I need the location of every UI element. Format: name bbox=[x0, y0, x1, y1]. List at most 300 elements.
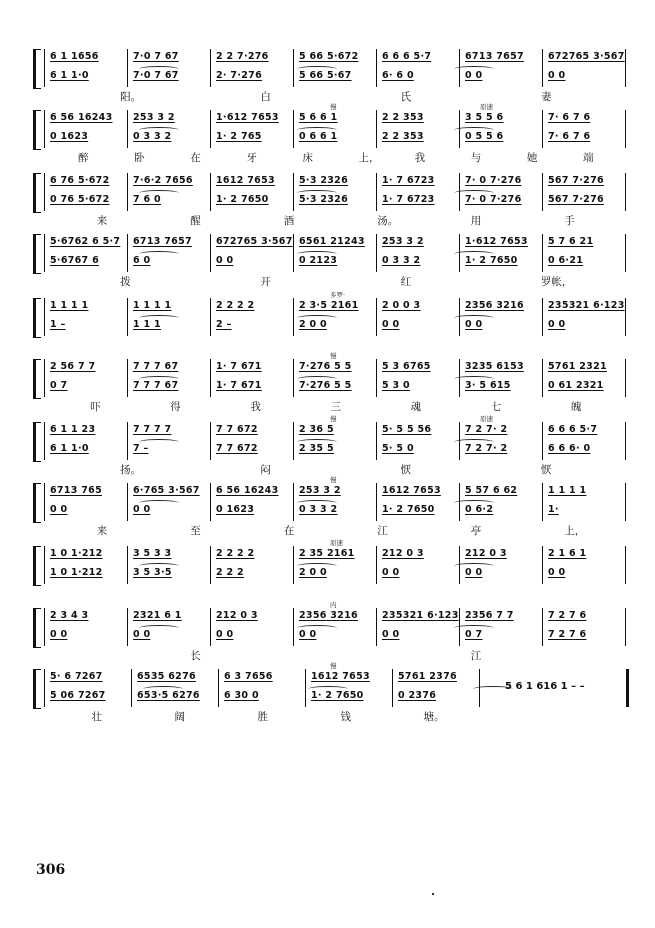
slur-mark bbox=[139, 127, 179, 133]
upper-measure: 6713 7657 bbox=[133, 236, 192, 247]
tempo-mark: 多罗· bbox=[330, 291, 346, 299]
lower-measure: 0 6 6 1 bbox=[299, 131, 338, 142]
upper-measure: 212 0 3 bbox=[382, 548, 424, 559]
upper-measure: 2 3 4 3 bbox=[50, 610, 89, 621]
score-system bbox=[30, 539, 638, 602]
lower-measure: 1 1 1 bbox=[133, 319, 161, 330]
lower-measure: 7 6 0 bbox=[133, 194, 161, 205]
barline bbox=[305, 669, 306, 707]
upper-measure: 1 1 1 1 bbox=[133, 300, 172, 311]
lyric: 三 bbox=[330, 401, 341, 413]
lyric: 来 bbox=[96, 215, 108, 227]
score-system bbox=[30, 662, 638, 725]
lyric: 扬。 bbox=[120, 464, 142, 476]
barline bbox=[127, 298, 128, 336]
system-brace bbox=[33, 483, 41, 523]
upper-measure: 5 7 6 21 bbox=[548, 236, 594, 247]
upper-measure: 253 3 2 bbox=[382, 236, 424, 247]
slur-mark bbox=[297, 315, 337, 321]
slur-mark bbox=[139, 625, 179, 631]
slur-mark bbox=[454, 315, 494, 321]
upper-measure: 672765 3·567 bbox=[216, 236, 293, 247]
upper-measure: 2 1 6 1 bbox=[548, 548, 587, 559]
upper-measure: 1·612 7653 bbox=[465, 236, 528, 247]
lower-measure: 0 61 2321 bbox=[548, 380, 604, 391]
barline bbox=[210, 608, 211, 646]
slur-mark bbox=[297, 500, 337, 506]
upper-measure: 2356 3216 bbox=[465, 300, 524, 311]
lyric: 钱 bbox=[340, 711, 351, 723]
lyric: 闷 bbox=[260, 464, 271, 476]
lower-measure: 7·276 5 5 bbox=[299, 380, 352, 391]
upper-measure: 672765 3·567 bbox=[548, 51, 625, 62]
lower-measure: 0 3 3 2 bbox=[299, 504, 338, 515]
slur-mark bbox=[297, 190, 337, 196]
upper-measure: 3235 6153 bbox=[465, 361, 524, 372]
lower-measure: 1· 2 7650 bbox=[311, 690, 364, 701]
upper-measure: 7 2 7· 2 bbox=[465, 424, 508, 435]
upper-measure: 6 6 6 5·7 bbox=[382, 51, 432, 62]
lyric: 她 bbox=[526, 152, 538, 164]
barline bbox=[625, 359, 626, 397]
upper-measure: 5761 2321 bbox=[548, 361, 607, 372]
barline bbox=[44, 234, 45, 272]
score-system bbox=[30, 476, 638, 539]
system-brace bbox=[33, 234, 41, 274]
tempo-mark: 慢 bbox=[330, 415, 337, 423]
score-system bbox=[30, 601, 638, 664]
upper-measure: 6 56 16243 bbox=[216, 485, 279, 496]
upper-measure: 5 3 6765 bbox=[382, 361, 431, 372]
barline bbox=[44, 483, 45, 521]
score-system bbox=[30, 103, 638, 166]
barline bbox=[293, 483, 294, 521]
lyric: 亭 bbox=[470, 525, 482, 537]
upper-measure: 235321 6·123 bbox=[382, 610, 459, 621]
lower-measure: 0 0 bbox=[465, 567, 483, 578]
lower-measure: 567 7·276 bbox=[548, 194, 604, 205]
barline bbox=[127, 546, 128, 584]
barline bbox=[542, 483, 543, 521]
barline bbox=[625, 483, 626, 521]
slur-mark bbox=[454, 500, 494, 506]
lyric: 七 bbox=[490, 401, 502, 413]
system-brace bbox=[33, 422, 41, 462]
lower-measure: 0 6·21 bbox=[548, 255, 584, 266]
upper-measure: 5· 5 5 56 bbox=[382, 424, 432, 435]
lyric: 氏 bbox=[400, 91, 412, 103]
upper-measure: 253 3 2 bbox=[133, 112, 175, 123]
lower-measure: 653·5 6276 bbox=[137, 690, 200, 701]
lyric: 阳。 bbox=[120, 91, 142, 103]
tempo-mark: 慢 bbox=[330, 662, 337, 670]
lower-measure: 1· 7 6723 bbox=[382, 194, 435, 205]
upper-measure: 6 1 1656 bbox=[50, 51, 99, 62]
upper-measure: 2 3·5 2161 bbox=[299, 300, 359, 311]
upper-measure: 5 6 6 1 bbox=[299, 112, 338, 123]
lower-measure: 0 0 bbox=[216, 629, 234, 640]
lyric: 手 bbox=[564, 215, 575, 227]
upper-measure: 1 1 1 1 bbox=[50, 300, 89, 311]
upper-measure: 1612 7653 bbox=[216, 175, 275, 186]
upper-measure: 7·0 7 67 bbox=[133, 51, 179, 62]
lower-measure: 0 76 5·672 bbox=[50, 194, 110, 205]
tempo-mark: 内 bbox=[330, 601, 337, 609]
lower-measure: 5·6767 6 bbox=[50, 255, 99, 266]
barline bbox=[625, 234, 626, 272]
upper-measure: 7·276 5 5 bbox=[299, 361, 352, 372]
upper-measure: 2 0 0 3 bbox=[382, 300, 421, 311]
lower-measure: 1· 2 7650 bbox=[465, 255, 518, 266]
lyric: 卧 bbox=[134, 152, 145, 164]
upper-measure: 5761 2376 bbox=[398, 671, 457, 682]
barline bbox=[293, 234, 294, 272]
tempo-mark: 慢 bbox=[330, 103, 337, 111]
lower-measure: 7· 0 7·276 bbox=[465, 194, 522, 205]
barline bbox=[44, 608, 45, 646]
tempo-mark: 原速 bbox=[330, 539, 343, 547]
closing-phrase: 5 6 1 616 1 – – bbox=[505, 681, 585, 692]
lower-measure: 2 35 5 bbox=[299, 443, 334, 454]
slur-mark bbox=[139, 66, 179, 72]
barline bbox=[376, 110, 377, 148]
lyric: 床 bbox=[302, 152, 313, 164]
lyric: 壮 bbox=[91, 711, 102, 723]
upper-measure: 2 36 5 bbox=[299, 424, 334, 435]
barline bbox=[376, 422, 377, 460]
barline bbox=[218, 669, 219, 707]
lower-measure: 0 0 bbox=[299, 629, 317, 640]
upper-measure: 212 0 3 bbox=[465, 548, 507, 559]
slur-mark bbox=[139, 376, 179, 382]
barline bbox=[542, 173, 543, 211]
upper-measure: 6 1 1 23 bbox=[50, 424, 96, 435]
lyric: 在 bbox=[190, 152, 201, 164]
lower-measure: 1 – bbox=[50, 319, 66, 330]
upper-measure: 3 5 5 6 bbox=[465, 112, 504, 123]
upper-measure: 2 2 2 2 bbox=[216, 300, 255, 311]
lyric: 来 bbox=[96, 525, 108, 537]
lyric: 醉 bbox=[78, 152, 89, 164]
tempo-mark: 原速 bbox=[480, 415, 493, 423]
lower-measure: 7· 6 7 6 bbox=[548, 131, 591, 142]
lower-measure: 0 0 bbox=[50, 504, 68, 515]
upper-measure: 6·765 3·567 bbox=[133, 485, 200, 496]
upper-measure: 1612 7653 bbox=[311, 671, 370, 682]
barline bbox=[210, 110, 211, 148]
system-brace bbox=[33, 359, 41, 399]
lower-measure: 7 7 672 bbox=[216, 443, 258, 454]
slur-mark bbox=[139, 500, 179, 506]
lower-measure: 0 7 bbox=[50, 380, 68, 391]
lyric: 吓 bbox=[90, 401, 101, 413]
lower-measure: 0 1623 bbox=[216, 504, 255, 515]
barline bbox=[127, 422, 128, 460]
lower-measure: 6 1 1·0 bbox=[50, 443, 89, 454]
lower-measure: 7·0 7 67 bbox=[133, 70, 179, 81]
upper-measure: 2 2 353 bbox=[382, 112, 424, 123]
upper-measure: 5·3 2326 bbox=[299, 175, 348, 186]
final-barline bbox=[626, 669, 629, 707]
lyric: 拨 bbox=[120, 276, 131, 288]
barline bbox=[542, 546, 543, 584]
slur-mark bbox=[139, 190, 179, 196]
lyric: 阔 bbox=[174, 711, 185, 723]
lyric: 上， bbox=[564, 525, 586, 537]
barline bbox=[44, 49, 45, 87]
barline bbox=[625, 298, 626, 336]
lyric: 我 bbox=[414, 152, 426, 164]
lower-measure: 0 5 5 6 bbox=[465, 131, 504, 142]
lyric: 胜 bbox=[257, 711, 268, 723]
barline bbox=[210, 359, 211, 397]
barline bbox=[293, 608, 294, 646]
barline bbox=[44, 298, 45, 336]
upper-measure: 7 7 7 67 bbox=[133, 361, 179, 372]
barline bbox=[210, 546, 211, 584]
barline bbox=[376, 608, 377, 646]
barline bbox=[376, 298, 377, 336]
lower-measure: 6· 6 0 bbox=[382, 70, 414, 81]
upper-measure: 7· 0 7·276 bbox=[465, 175, 522, 186]
slur-mark bbox=[139, 563, 179, 569]
slur-mark bbox=[297, 376, 337, 382]
barline bbox=[44, 422, 45, 460]
upper-measure: 6713 765 bbox=[50, 485, 102, 496]
upper-measure: 1· 7 6723 bbox=[382, 175, 435, 186]
upper-measure: 6535 6276 bbox=[137, 671, 196, 682]
barline bbox=[376, 49, 377, 87]
upper-measure: 2321 6 1 bbox=[133, 610, 182, 621]
barline bbox=[293, 359, 294, 397]
slur-mark bbox=[297, 563, 337, 569]
lower-measure: 0 2123 bbox=[299, 255, 338, 266]
lyric: 端 bbox=[582, 152, 594, 164]
lyric: 开 bbox=[260, 276, 271, 288]
barline bbox=[293, 173, 294, 211]
slur-mark bbox=[308, 686, 348, 692]
score-system bbox=[30, 415, 638, 478]
lower-measure: 0 3 3 2 bbox=[382, 255, 421, 266]
lyric: 在 bbox=[283, 525, 295, 537]
stray-dot bbox=[432, 893, 434, 895]
system-brace bbox=[33, 669, 41, 709]
barline bbox=[127, 608, 128, 646]
barline bbox=[376, 359, 377, 397]
lower-measure: 5 3 0 bbox=[382, 380, 410, 391]
barline bbox=[127, 110, 128, 148]
barline bbox=[210, 298, 211, 336]
system-brace bbox=[33, 298, 41, 338]
score-system bbox=[30, 232, 638, 290]
lower-measure: 0 0 bbox=[133, 629, 151, 640]
lower-measure: 5 06 7267 bbox=[50, 690, 106, 701]
lower-measure: 6 1 1·0 bbox=[50, 70, 89, 81]
system-brace bbox=[33, 546, 41, 586]
lyric: 牙 bbox=[246, 152, 257, 164]
lower-measure: 1· 7 671 bbox=[216, 380, 262, 391]
barline bbox=[293, 49, 294, 87]
slur-mark bbox=[454, 625, 494, 631]
score-system bbox=[30, 291, 638, 354]
slur-mark bbox=[454, 563, 494, 569]
upper-measure: 3 5 3 3 bbox=[133, 548, 172, 559]
barline bbox=[127, 483, 128, 521]
barline bbox=[44, 173, 45, 211]
lyric: 江 bbox=[470, 650, 482, 662]
lower-measure: 1· bbox=[548, 504, 559, 515]
lower-measure: 0 0 bbox=[382, 319, 400, 330]
lyric: 醒 bbox=[190, 215, 201, 227]
upper-measure: 235321 6·123 bbox=[548, 300, 625, 311]
lower-measure: 1· 2 7650 bbox=[216, 194, 269, 205]
slur-mark bbox=[454, 251, 494, 257]
lyric: 恹 bbox=[400, 464, 412, 476]
barline bbox=[210, 422, 211, 460]
lyric: 江 bbox=[377, 525, 388, 537]
lower-measure: 2 0 0 bbox=[299, 319, 327, 330]
upper-measure: 2 2 7·276 bbox=[216, 51, 269, 62]
lower-measure: 0 0 bbox=[50, 629, 68, 640]
lower-measure: 0 0 bbox=[133, 504, 151, 515]
upper-measure: 6 56 16243 bbox=[50, 112, 113, 123]
barline bbox=[210, 173, 211, 211]
barline bbox=[210, 234, 211, 272]
upper-measure: 2356 3216 bbox=[299, 610, 358, 621]
slur-mark bbox=[454, 376, 494, 382]
lower-measure: 0 0 bbox=[465, 319, 483, 330]
slur-mark bbox=[297, 439, 337, 445]
system-brace bbox=[33, 49, 41, 89]
barline bbox=[542, 110, 543, 148]
barline bbox=[625, 546, 626, 584]
lower-measure: 1 0 1·212 bbox=[50, 567, 103, 578]
upper-measure: 212 0 3 bbox=[216, 610, 258, 621]
score-system bbox=[30, 352, 638, 415]
lyric: 汤。 bbox=[377, 215, 399, 227]
lyric: 妻 bbox=[540, 91, 552, 103]
barline bbox=[392, 669, 393, 707]
lyric: 塘。 bbox=[423, 711, 445, 723]
upper-measure: 1· 7 671 bbox=[216, 361, 262, 372]
lower-measure: 0 0 bbox=[382, 567, 400, 578]
lyric: 魄 bbox=[570, 401, 582, 413]
slur-mark bbox=[297, 66, 337, 72]
lower-measure: 0 7 bbox=[465, 629, 483, 640]
slur-mark bbox=[297, 625, 337, 631]
barline bbox=[293, 110, 294, 148]
upper-measure: 1 0 1·212 bbox=[50, 548, 103, 559]
barline bbox=[376, 546, 377, 584]
barline bbox=[376, 234, 377, 272]
barline bbox=[625, 110, 626, 148]
barline bbox=[625, 422, 626, 460]
upper-measure: 7 2 7 6 bbox=[548, 610, 587, 621]
upper-measure: 2356 7 7 bbox=[465, 610, 514, 621]
barline bbox=[542, 234, 543, 272]
barline bbox=[127, 49, 128, 87]
barline bbox=[127, 359, 128, 397]
lyric: 用 bbox=[470, 215, 482, 227]
upper-measure: 6713 7657 bbox=[465, 51, 524, 62]
lower-measure: 6 6 6· 0 bbox=[548, 443, 591, 454]
slur-mark bbox=[454, 190, 494, 196]
lyric: 恹 bbox=[540, 464, 552, 476]
score-system bbox=[30, 171, 638, 229]
lyric: 与 bbox=[470, 152, 482, 164]
lower-measure: 5·3 2326 bbox=[299, 194, 348, 205]
lower-measure: 0 1623 bbox=[50, 131, 89, 142]
slur-mark bbox=[143, 686, 183, 692]
upper-measure: 5 57 6 62 bbox=[465, 485, 518, 496]
lower-measure: 0 0 bbox=[465, 70, 483, 81]
lower-measure: 0 0 bbox=[548, 567, 566, 578]
lyric: 酒 bbox=[283, 215, 295, 227]
slur-mark bbox=[139, 439, 179, 445]
score-system bbox=[30, 47, 638, 105]
lower-measure: 5· 5 0 bbox=[382, 443, 414, 454]
lower-measure: 0 6·2 bbox=[465, 504, 494, 515]
slur-mark bbox=[139, 251, 179, 257]
lower-measure: 0 0 bbox=[548, 70, 566, 81]
upper-measure: 6 3 7656 bbox=[224, 671, 273, 682]
slur-mark bbox=[454, 66, 494, 72]
barline bbox=[293, 546, 294, 584]
lower-measure: 2 – bbox=[216, 319, 232, 330]
barline bbox=[210, 483, 211, 521]
lower-measure: 6 0 bbox=[133, 255, 151, 266]
tempo-mark: 慢 bbox=[330, 352, 337, 360]
upper-measure: 2 35 2161 bbox=[299, 548, 355, 559]
barline bbox=[625, 49, 626, 87]
barline bbox=[210, 49, 211, 87]
upper-measure: 2 56 7 7 bbox=[50, 361, 96, 372]
upper-measure: 7· 6 7 6 bbox=[548, 112, 591, 123]
lyric: 至 bbox=[190, 525, 201, 537]
lower-measure: 0 0 bbox=[216, 255, 234, 266]
lyric: 罗帐， bbox=[540, 276, 573, 288]
upper-measure: 6 6 6 5·7 bbox=[548, 424, 598, 435]
lower-measure: 7 2 7· 2 bbox=[465, 443, 508, 454]
lower-measure: 2 2 353 bbox=[382, 131, 424, 142]
barline bbox=[293, 298, 294, 336]
lower-measure: 0 0 bbox=[548, 319, 566, 330]
barline bbox=[131, 669, 132, 707]
lower-measure: 3 5 3·5 bbox=[133, 567, 172, 578]
lyric: 魂 bbox=[410, 401, 422, 413]
barline bbox=[293, 422, 294, 460]
upper-measure: 1612 7653 bbox=[382, 485, 441, 496]
slur-mark bbox=[297, 127, 337, 133]
lyric: 红 bbox=[400, 276, 412, 288]
barline bbox=[542, 359, 543, 397]
upper-measure: 2 2 2 2 bbox=[216, 548, 255, 559]
lower-measure: 1· 2 765 bbox=[216, 131, 262, 142]
lower-measure: 7 7 7 67 bbox=[133, 380, 179, 391]
barline bbox=[44, 546, 45, 584]
upper-measure: 567 7·276 bbox=[548, 175, 604, 186]
upper-measure: 5 66 5·672 bbox=[299, 51, 359, 62]
lyric: 得 bbox=[170, 401, 181, 413]
lower-measure: 2 0 0 bbox=[299, 567, 327, 578]
barline bbox=[376, 483, 377, 521]
lyric: 我 bbox=[250, 401, 261, 413]
slur-mark bbox=[454, 439, 494, 445]
upper-measure: 5·6762 6 5·7 bbox=[50, 236, 121, 247]
lower-measure: 0 0 bbox=[382, 629, 400, 640]
tempo-mark: 慢 bbox=[330, 476, 337, 484]
barline bbox=[542, 422, 543, 460]
